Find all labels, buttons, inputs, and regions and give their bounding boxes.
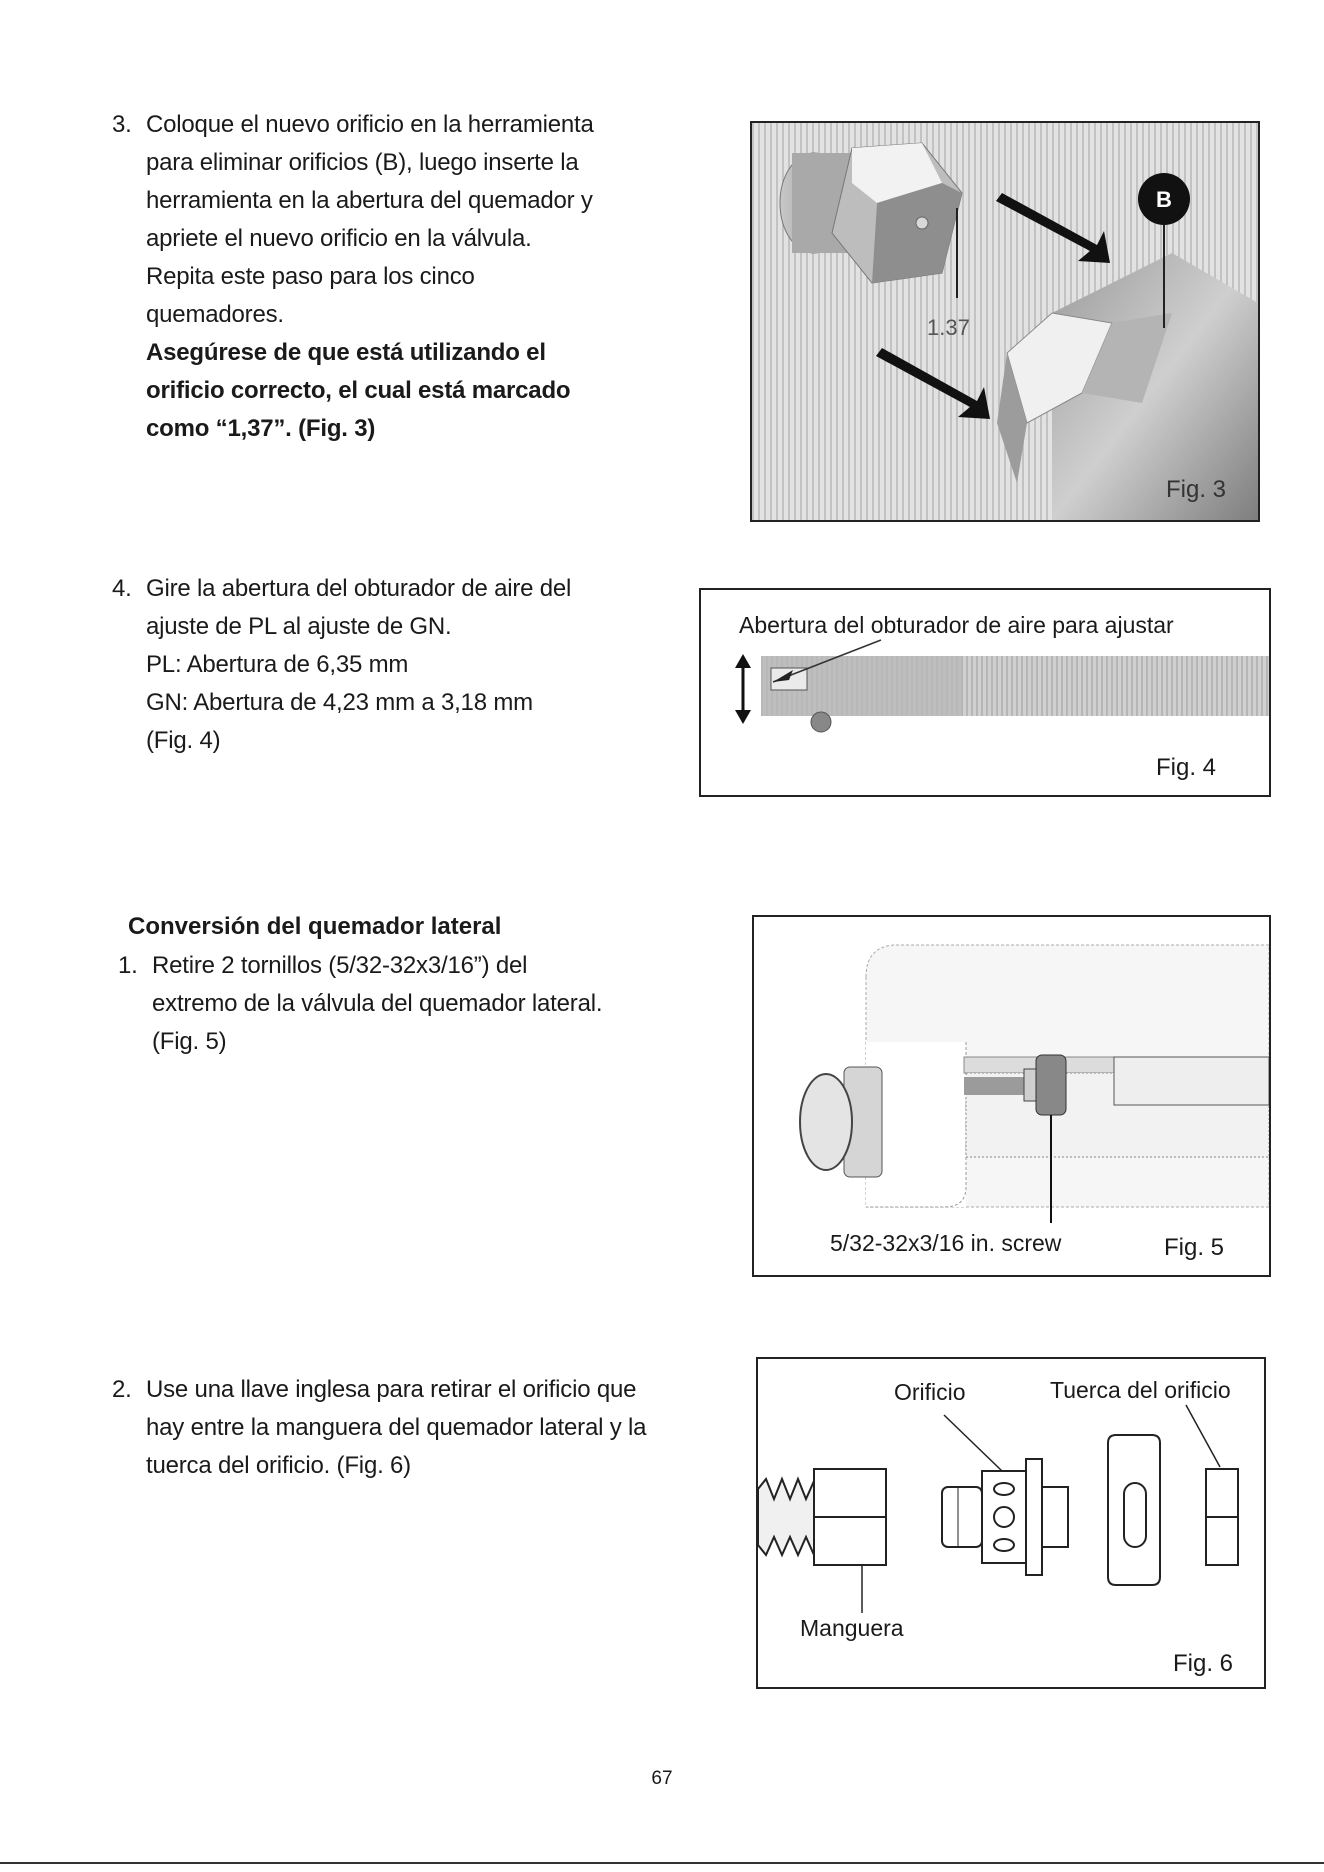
page-number: 67 [651, 1768, 673, 1789]
section-heading: Conversión del quemador lateral [128, 913, 502, 940]
text-line: herramienta en la abertura del quemador y [146, 187, 593, 214]
text-line: Retire 2 tornillos (5/32-32x3/16”) del [152, 952, 528, 979]
step-text [146, 1371, 666, 1485]
figure-label: Fig. 3 [1166, 476, 1227, 503]
figure-label: Fig. 5 [1164, 1234, 1225, 1261]
text-line: Repita este paso para los cinco [146, 263, 475, 290]
text-line: ajuste de PL al ajuste de GN. [146, 613, 452, 640]
screw-thread [964, 1077, 1024, 1095]
text-line: PL: Abertura de 6,35 mm [146, 651, 409, 678]
step-number: 3. [112, 111, 132, 138]
orifice-nut-callout: Tuerca del orificio [1050, 1377, 1231, 1403]
figure-3 [750, 121, 1260, 522]
screw-callout: 5/32-32x3/16 in. screw [830, 1230, 1062, 1256]
page-divider [0, 1862, 1324, 1864]
warning-line: como “1,37”. (Fig. 3) [146, 415, 376, 442]
orifice-callout: Orificio [894, 1379, 966, 1405]
orifice-size-mark: 1.37 [927, 315, 970, 340]
step-number: 1. [118, 952, 138, 979]
text-line: GN: Abertura de 4,23 mm a 3,18 mm [146, 689, 533, 716]
text-line: apriete el nuevo orificio en la válvula. [146, 225, 532, 252]
step-text [146, 106, 666, 448]
text-line: Gire la abertura del obturador de aire del [146, 575, 572, 602]
text-line: tuerca del orificio. (Fig. 6) [146, 1452, 411, 1479]
marker-b: B [1156, 187, 1172, 212]
text-line: quemadores. [146, 301, 284, 328]
warning-line: Asegúrese de que está utilizando el [146, 339, 546, 366]
warning-line: orificio correcto, el cual está marcado [146, 377, 571, 404]
text-line: Coloque el nuevo orificio en la herramienta [146, 111, 594, 138]
figure-4 [699, 588, 1271, 797]
step-text [146, 570, 666, 760]
figure-label: Fig. 6 [1173, 1650, 1234, 1677]
orifice-tool-illustration [752, 123, 1258, 520]
text-line: extremo de la válvula del quemador lateral. [152, 990, 603, 1017]
figure-5 [752, 915, 1271, 1277]
figure-6 [756, 1357, 1266, 1689]
text-line: (Fig. 5) [152, 1028, 227, 1055]
step-number: 2. [112, 1376, 132, 1403]
text-line: (Fig. 4) [146, 727, 221, 754]
fig4-caption: Abertura del obturador de aire para ajustar [739, 612, 1174, 638]
side-burner-valve-illustration [754, 917, 1269, 1275]
hose-callout: Manguera [800, 1615, 904, 1641]
step-number: 4. [112, 575, 132, 602]
text-line: Use una llave inglesa para retirar el orificio que [146, 1376, 637, 1403]
text-line: hay entre la manguera del quemador lateral y la [146, 1414, 647, 1441]
step-text [152, 947, 672, 1061]
orifice [942, 1487, 982, 1547]
figure-label: Fig. 4 [1156, 754, 1217, 781]
text-line: para eliminar orificios (B), luego inserte la [146, 149, 579, 176]
hose-end [758, 1479, 814, 1555]
